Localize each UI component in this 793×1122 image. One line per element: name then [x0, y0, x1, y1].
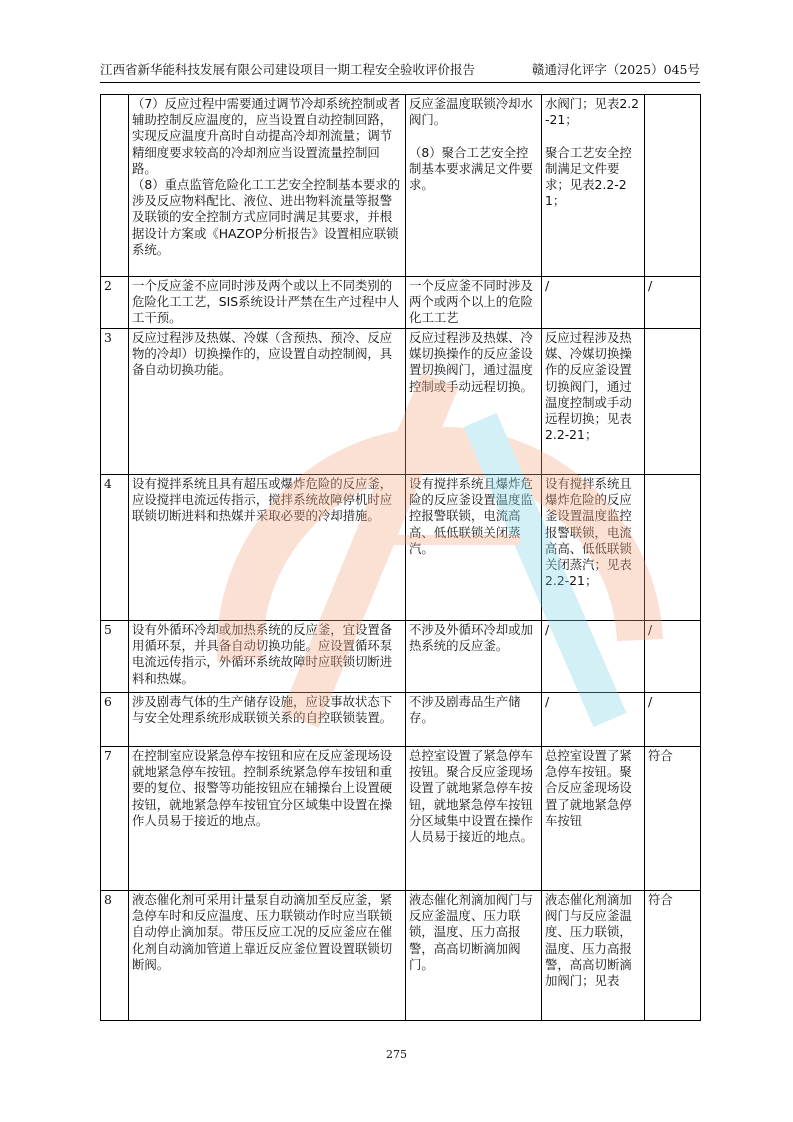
actual-cell: 液态催化剂滴加阀门与反应釜温度、压力联锁，温度、压力高报警，高高切断滴加阀门。 [406, 891, 542, 1021]
actual-cell: 总控室设置了紧急停车按钮。聚合反应釜现场设置了就地紧急停车按钮，就地紧急停车按钮分区域集中设置在操作人员易于接近的地点。 [406, 747, 542, 891]
table-row [101, 747, 701, 891]
table-row [101, 277, 701, 329]
actual-cell: 一个反应釜不同时涉及两个或两个以上的危险化工工艺 [406, 277, 542, 329]
actual-cell: 不涉及剧毒品生产储存。 [406, 693, 542, 747]
result-cell: 符合 [645, 747, 701, 891]
evidence-cell: 反应过程涉及热媒、冷媒切换操作的反应釜设置切换阀门，通过温度控制或手动远程切换；见表2.2-21； [542, 329, 645, 475]
actual-cell: 不涉及外循环冷却或加热系统的反应釜。 [406, 621, 542, 693]
actual-cell: 反应釜温度联锁冷却水阀门。 （8）聚合工艺安全控制基本要求满足文件要求。 [406, 95, 542, 277]
page-header [100, 60, 700, 80]
row-number: 8 [101, 891, 129, 1021]
header-divider [100, 82, 700, 83]
evidence-cell: / [542, 693, 645, 747]
table-row [101, 891, 701, 1021]
row-number: 6 [101, 693, 129, 747]
table-row [101, 693, 701, 747]
report-title: 江西省新华能科技发展有限公司建设项目一期工程安全验收评价报告 [100, 62, 476, 77]
requirement-cell: （7）反应过程中需要通过调节冷却系统控制或者辅助控制反应温度的，应当设置自动控制回路，实现反应温度升高时自动提高冷却剂流量；调节精细度要求较高的冷却剂应当设置流量控制回路。 （8）重点监管危险化工工艺安全控制基本要求的涉及反应物料配比、液位、进出物料流量等报警及联锁的安全控制方式应同时满足其要求，并根据设计方案或《HAZOP分析报告》设置相应联锁系统。 [129, 95, 406, 277]
result-cell: / [645, 621, 701, 693]
result-cell: 符合 [645, 891, 701, 1021]
row-number: 4 [101, 475, 129, 621]
row-number: 7 [101, 747, 129, 891]
result-cell [645, 329, 701, 475]
table-row [101, 475, 701, 621]
evidence-cell: / [542, 621, 645, 693]
requirement-cell: 反应过程涉及热媒、冷媒（含预热、预冷、反应物的冷却）切换操作的，应设置自动控制阀，具备自动切换功能。 [129, 329, 406, 475]
requirement-cell: 设有外循环冷却或加热系统的反应釜，宜设置备用循环泵，并具备自动切换功能。应设置循环泵电流远传指示，外循环系统故障时应联锁切断进料和热媒。 [129, 621, 406, 693]
inspection-table [100, 94, 701, 1021]
table-row [101, 621, 701, 693]
evidence-cell: 设有搅拌系统且爆炸危险的反应釜设置温度监控报警联锁，电流高高、低低联锁关闭蒸汽；见表2.2-21； [542, 475, 645, 621]
evidence-cell: 水阀门；见表2.2-21； 聚合工艺安全控制满足文件要求；见表2.2-21； [542, 95, 645, 277]
row-number: 5 [101, 621, 129, 693]
report-number: 赣通浔化评字（2025）045号 [531, 62, 700, 77]
evidence-cell: 总控室设置了紧急停车按钮。聚合反应釜现场设置了就地紧急停车按钮 [542, 747, 645, 891]
actual-cell: 设有搅拌系统且爆炸危险的反应釜设置温度监控报警联锁，电流高高、低低联锁关闭蒸汽。 [406, 475, 542, 621]
requirement-cell: 液态催化剂可采用计量泵自动滴加至反应釜，紧急停车时和反应温度、压力联锁动作时应当联锁自动停止滴加泵。带压反应工况的反应釜应在催化剂自动滴加管道上靠近反应釜位置设置联锁切断阀。 [129, 891, 406, 1021]
requirement-cell: 在控制室应设紧急停车按钮和应在反应釜现场设就地紧急停车按钮。控制系统紧急停车按钮和重要的复位、报警等功能按钮应在辅操台上设置硬按钮，就地紧急停车按钮宜分区域集中设置在操作人员易于接近的地点。 [129, 747, 406, 891]
requirement-cell: 设有搅拌系统且具有超压或爆炸危险的反应釜，应设搅拌电流远传指示，搅拌系统故障停机时应联锁切断进料和热媒并采取必要的冷却措施。 [129, 475, 406, 621]
page-number: 275 [386, 1048, 407, 1061]
result-cell [645, 95, 701, 277]
result-cell [645, 475, 701, 621]
actual-cell: 反应过程涉及热媒、冷媒切换操作的反应釜设置切换阀门，通过温度控制或手动远程切换。 [406, 329, 542, 475]
requirement-cell: 一个反应釜不应同时涉及两个或以上不同类别的危险化工工艺，SIS系统设计严禁在生产过程中人工干预。 [129, 277, 406, 329]
row-number: 2 [101, 277, 129, 329]
table-row [101, 95, 701, 277]
evidence-cell: / [542, 277, 645, 329]
requirement-cell: 涉及剧毒气体的生产储存设施，应设事故状态下与安全处理系统形成联锁关系的自控联锁装置。 [129, 693, 406, 747]
result-cell: / [645, 693, 701, 747]
table-row [101, 329, 701, 475]
row-number [101, 95, 129, 277]
result-cell: / [645, 277, 701, 329]
row-number: 3 [101, 329, 129, 475]
evidence-cell: 液态催化剂滴加阀门与反应釜温度、压力联锁，温度、压力高报警，高高切断滴加阀门；见表 [542, 891, 645, 1021]
